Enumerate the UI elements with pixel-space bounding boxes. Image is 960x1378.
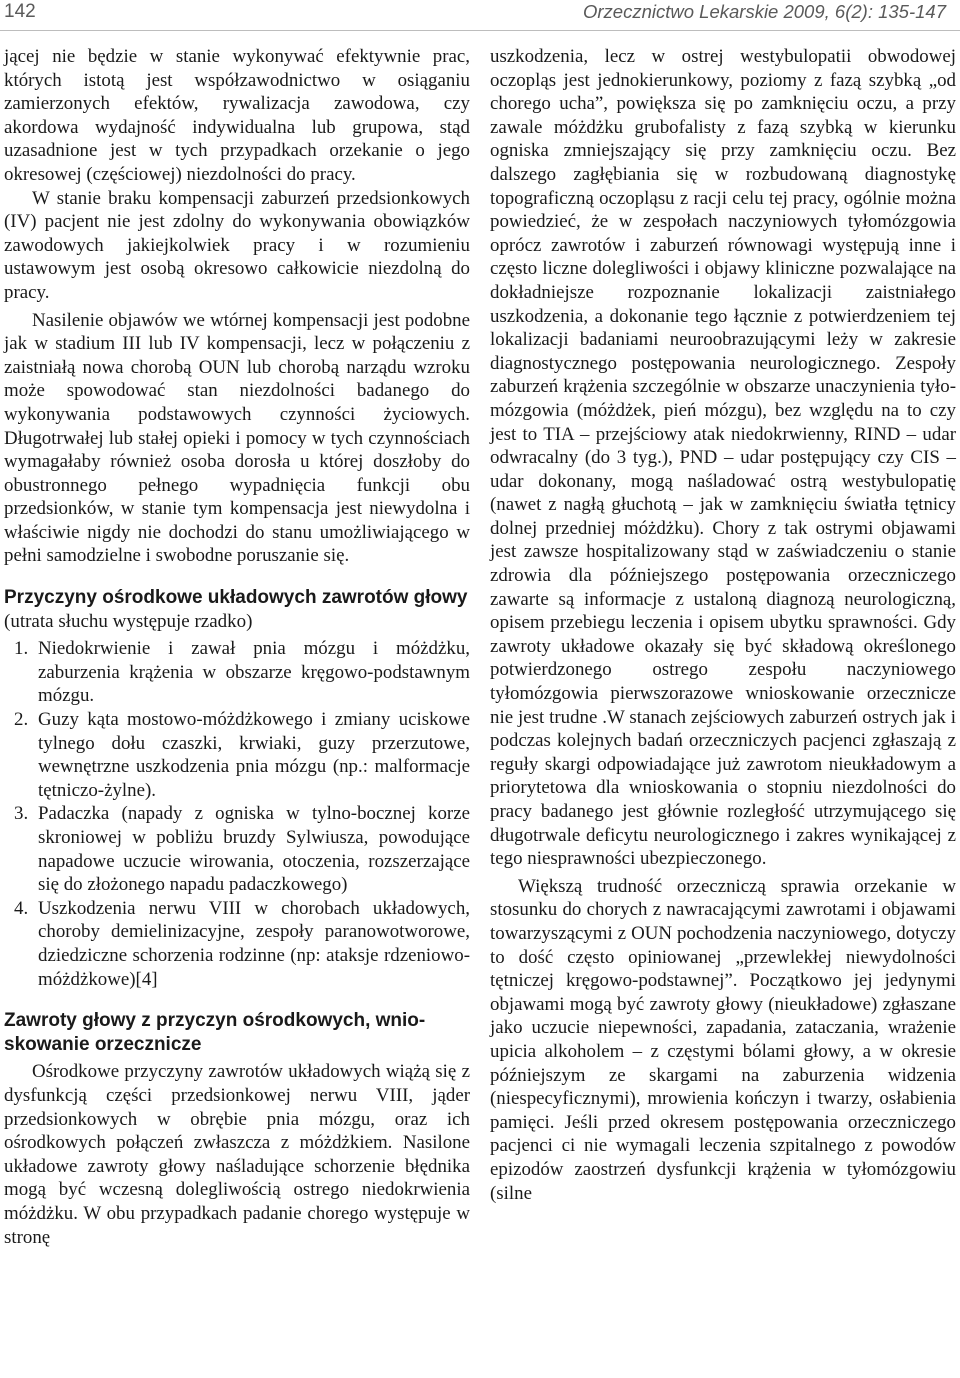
paragraph: Nasilenie objawów we wtórnej kompensacji jest podobne jak w stadium III lub IV kompensacji, lecz w połączeniu z zaistniałą nowa chorobą OUN lub chorobą narządu wzroku może spowodować stan niezdolności badanego do wykonywania podstawowych czynności życiowych. Długotrwałej lub stałej opieki i pomocy w tych czynnościach wymagałaby również osoba dorosła u której doszłoby do obustronnego pełnego wypadnięcia funkcji obu przedsionków, w stanie tym kompensacja jest niewydolna i właściwie nigdy nie dochodzi do stanu umożliwiającego w pełni samodzielne i swobodne poruszanie się. <box>4 309 470 567</box>
page-header <box>0 0 960 31</box>
list-text: Niedokrwienie i zawał pnia mózgu i móżdżku, zaburzenia krążenia w obszarze kręgowo-podstawnym mózgu. <box>38 638 470 707</box>
list-item <box>4 637 470 708</box>
list-text: Guzy kąta mostowo-móżdżkowego i zmiany uciskowe tylnego dołu czaszki, krwiaki, guzy przerzutowe, wewnętrzne uszkodzenia pnia mózgu (np.: malformacje tętniczo-żylne). <box>38 709 470 801</box>
list-item <box>4 897 470 991</box>
list-number: 2. <box>14 709 29 731</box>
paragraph: W stanie braku kompensacji zaburzeń przedsionkowych (IV) pacjent nie jest zdolny do wykonywania obowiązków zawodowych jakiejkolwiek pracy i w rozumieniu ustawowym jest osobą okresowo całkowicie niezdolną do pracy. <box>4 187 470 303</box>
left-column <box>4 45 470 1249</box>
section-heading-central-causes <box>4 586 470 633</box>
list-number: 1. <box>14 638 29 660</box>
list-item <box>4 802 470 896</box>
list-text: Uszkodzenia nerwu VIII w chorobach układowych, choroby demielinizacyjne, zespoły paranowotworowe, dziedziczne schorzenia rodzinne (np: ataksje rdzeniowo-móżdżkowe)[4] <box>38 897 470 990</box>
page-number: 142 <box>4 1 36 22</box>
list-number: 3. <box>14 803 29 825</box>
heading-note: (utrata słuchu występuje rzadko) <box>4 610 253 632</box>
section-heading-assessment: Zawroty głowy z przyczyn ośrodkowych, wnioskowanie orzecznicze <box>4 1010 426 1055</box>
paragraph: Większą trudność orzeczniczą sprawia orzekanie w stosunku do chorych z nawracającymi zawrotami i objawami towarzyszącymi z OUN pochodzenia naczyniowego, dotyczy to dość często opiniowanej „przewlekłej niewydolności tętniczej kręgowo-podstawnej”. Początkowo jej jedynymi objawami mogą być zawroty głowy (nieukładowe) zgłaszane jako uczucie niepewności, zapadania, zataczania, wrażenie upicia alkoholem – z częstymi bólami głowy, a w okresie późniejszym ze skargami na zaburzenia widzenia (niespecyficznymi), mrowienia kończyn i twarzy, osłabienia pamięci. Jeśli przed okresem postępowania orzeczniczego pacjenci ci nie wymagali leczenia szpitalnego z powodów epizodów zaostrzeń dysfunkcji krążenia w tyłomózgowiu (silne <box>490 875 956 1204</box>
paragraph: Ośrodkowe przyczyny zawrotów układowych wiążą się z dysfunkcją części przedsionkowej nerwu VIII, jąder przedsionkowych w obrębie pnia mózgu, oraz ich ośrodkowych połączeń zwłaszcza z móżdżkiem. Nasilone układowe zawroty głowy naśladujące schorzenie błędnika mogą być wczesną dolegliwością ostrego niedokrwienia móżdżku. W obu przypadkach padanie chorego występuje w stronę <box>4 1061 470 1248</box>
paragraph: jącej nie będzie w stanie wykonywać efektywnie prac, których istotą jest współzawodnictwo w osiąganiu zamierzonych efektów, rywalizacja zawodowa, czy akordowa wydajność indywidualna lub grupowa, stąd uzasadnione jest w tych przypadkach orzekanie o jego okresowej (częściowej) niezdolności do pracy. <box>4 46 470 185</box>
list-number: 4. <box>14 897 29 919</box>
right-column <box>490 45 956 1205</box>
list-item <box>4 708 470 802</box>
paragraph: uszkodzenia, lecz w ostrej westybulopatii obwodowej oczopląs jest jednokierunkowy, poziomy z fazą szybką „od chorego ucha”, powiększa się po zamknięciu oczu, a przy zawale móżdżku grubofalisty z fazą szybką w kierunku ogniska zmniejszający się przy zamknięciu oczu. Bez dalszego zagłębiania się w rozbudowaną diagnostykę topograficzną oczopląsu z racji celu tej pracy, ogólnie można powiedzieć, że w zespołach naczyniowych tyłomózgowia oprócz zawrotów i zaburzeń równowagi występują inne i często liczne dolegliwości i objawy kliniczne pozwalające na dokładniejsze rozpoznanie lokalizacji zaistniałego uszkodzenia, a dokonanie tego łącznie z potwierdzeniem tej lokalizacji badaniami neuroobrazującymi leży w zakresie diagnostycznego postępowania neurologicznego. Zespoły zaburzeń krążenia szczególnie w obszarze unaczynienia tyłomózgowia (móżdżek, pień mózgu), bez względu na to czy jest to TIA – przejściowy atak niedokrwienny, RIND – udar odwracalny (do 3 tyg.), PND – udar postępujący czy CIS – udar dokonany, mogą naśladować ostrą westybulopatię (nawet z nagłą głuchotą – jak w zamknięciu światła tętnicy dolnej przedniej móżdżku). Chory z tak ostrymi objawami jest zawsze hospitalizowany stąd w zaświadczeniu o stanie zdrowia dla późniejszego postępowania orzeczniczego zawarte są informacje z ustaloną diagnozą neurologiczną, opisem przebiegu leczenia i opisem ubytku sprawności. Gdy zawroty układowe okazały się być składową określonego potwierdzonego ostrego zespołu naczyniowego tyłomózgowia pierwszorazowe wnioskowanie orzecznicze nie jest trudne .W stanach zejściowych zaburzeń ostrych jak i podczas kolejnych badań orzeczniczych pacjenci zgłaszają z reguły skargi odpowiadające już zawrotom nieukładowym a priorytetowa dla wnioskowania o stopniu niezdolności do pracy badanego jest głównie rozległość utrzymującego się długotrwale deficytu neurologicznego i zakres wynikającej z tego niesprawności ubezpieczonego. <box>490 46 956 870</box>
journal-citation: Orzecznictwo Lekarskie 2009, 6(2): 135-147 <box>583 1 946 22</box>
causes-list <box>4 637 470 991</box>
list-text: Padaczka (napady z ogniska w tylno-bocznej korze skroniowej w pobliżu bruzdy Sylwiusza, powodujące napadowe uczucie wirowania, otoczenia, rozszerzające się do złożonego napadu padaczkowego) <box>38 803 470 896</box>
heading-bold-text: Przyczyny ośrodkowe układowych zawrotów głowy <box>4 587 468 609</box>
